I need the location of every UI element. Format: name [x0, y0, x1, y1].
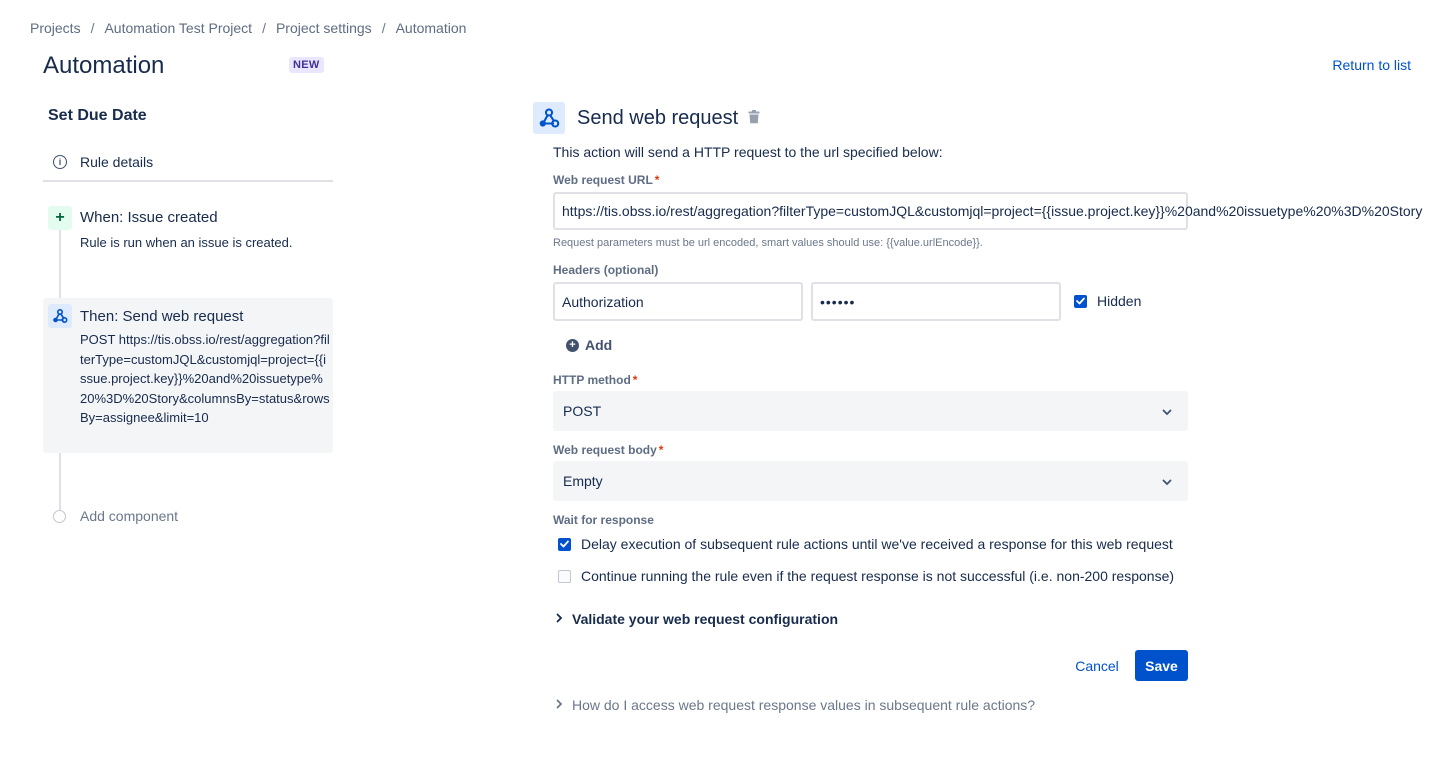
action-header: [533, 102, 760, 134]
http-method-value: POST: [563, 403, 602, 419]
body-label: [553, 443, 663, 457]
url-label-text: Web request URL: [553, 173, 653, 187]
action-component[interactable]: [43, 298, 333, 453]
cancel-button[interactable]: Cancel: [1075, 657, 1119, 674]
form-title: Send web request: [577, 106, 739, 129]
url-input[interactable]: https://tis.obss.io/rest/aggregation?filterType=customJQL&customjql=project={{issue.project.key}}%20and%20issuetype%20%3D%20Story: [553, 192, 1188, 230]
rule-name: Set Due Date: [48, 107, 147, 124]
page-title: Automation: [43, 52, 165, 79]
chevron-down-icon: [1162, 473, 1172, 489]
breadcrumb: [30, 20, 466, 36]
webhook-icon: [533, 102, 565, 134]
required-marker: *: [632, 373, 638, 387]
trash-icon[interactable]: [748, 110, 760, 129]
plus-circle-icon: +: [566, 339, 579, 352]
method-label-text: HTTP method: [553, 373, 631, 387]
return-to-list-link[interactable]: Return to list: [1332, 57, 1411, 73]
http-method-select[interactable]: [553, 391, 1188, 431]
delay-execution-label: Delay execution of subsequent rule actions until we've received a response for this web request: [581, 536, 1173, 552]
chevron-right-icon: [556, 613, 566, 626]
header-value-input[interactable]: ••••••: [811, 282, 1061, 321]
trigger-description: Rule is run when an issue is created.: [80, 235, 293, 250]
body-label-text: Web request body: [553, 443, 657, 457]
checkbox-unchecked-icon: [558, 570, 571, 583]
breadcrumb-automation[interactable]: Automation: [395, 20, 467, 36]
trigger-component[interactable]: [43, 203, 333, 263]
rule-details-item[interactable]: [43, 144, 333, 182]
request-body-value: Empty: [563, 473, 603, 489]
breadcrumb-separator: /: [381, 20, 386, 36]
add-component-button[interactable]: [53, 508, 178, 524]
add-header-button[interactable]: [566, 337, 612, 353]
delay-execution-checkbox[interactable]: [558, 536, 1173, 552]
save-button[interactable]: Save: [1135, 650, 1188, 681]
continue-running-checkbox[interactable]: [558, 568, 1174, 584]
add-component-label: Add component: [80, 508, 179, 524]
hidden-checkbox[interactable]: [1074, 293, 1141, 309]
breadcrumb-projects[interactable]: Projects: [30, 20, 81, 36]
breadcrumb-project[interactable]: Automation Test Project: [104, 20, 253, 36]
chevron-down-icon: [1162, 403, 1172, 419]
hidden-label: Hidden: [1097, 293, 1142, 309]
chevron-right-icon: [556, 699, 566, 712]
breadcrumb-separator: /: [90, 20, 95, 36]
header-name-input[interactable]: Authorization: [553, 282, 803, 321]
headers-label: Headers (optional): [553, 263, 659, 277]
continue-running-label: Continue running the rule even if the request response is not successful (i.e. non-200 response): [581, 568, 1175, 584]
add-header-label: Add: [585, 337, 613, 353]
action-title: Then: Send web request: [80, 308, 244, 325]
wait-label: Wait for response: [553, 513, 654, 527]
request-body-select[interactable]: [553, 461, 1188, 501]
rule-details-label: Rule details: [80, 154, 154, 170]
checkbox-checked-icon: [1074, 295, 1087, 308]
info-icon: i: [53, 155, 67, 169]
action-description: POST https://tis.obss.io/rest/aggregation?filterType=customJQL&customjql=project={{issue.project.key}}%20and%20issuetype%20%3D%20Story&columnsBy=status&rowsBy=assignee&limit=10: [80, 332, 330, 425]
webhook-icon: [48, 304, 72, 328]
form-description: This action will send a HTTP request to the url specified below:: [553, 144, 943, 160]
required-marker: *: [658, 443, 664, 457]
trigger-title: When: Issue created: [80, 209, 218, 226]
circle-icon: [53, 510, 66, 523]
validate-expander[interactable]: [556, 611, 838, 627]
help-expander[interactable]: [556, 697, 1035, 713]
plus-icon: +: [48, 206, 72, 230]
url-helper-text: Request parameters must be url encoded, smart values should use: {{value.urlEncode}}.: [553, 237, 983, 249]
validate-label: Validate your web request configuration: [572, 611, 839, 627]
method-label: [553, 373, 637, 387]
breadcrumb-separator: /: [262, 20, 266, 36]
url-label: [553, 173, 659, 187]
checkbox-checked-icon: [558, 538, 571, 551]
required-marker: *: [654, 173, 660, 187]
breadcrumb-project-settings[interactable]: Project settings: [275, 20, 372, 36]
new-badge: NEW: [289, 57, 324, 73]
help-label: How do I access web request response values in subsequent rule actions?: [572, 697, 1036, 713]
